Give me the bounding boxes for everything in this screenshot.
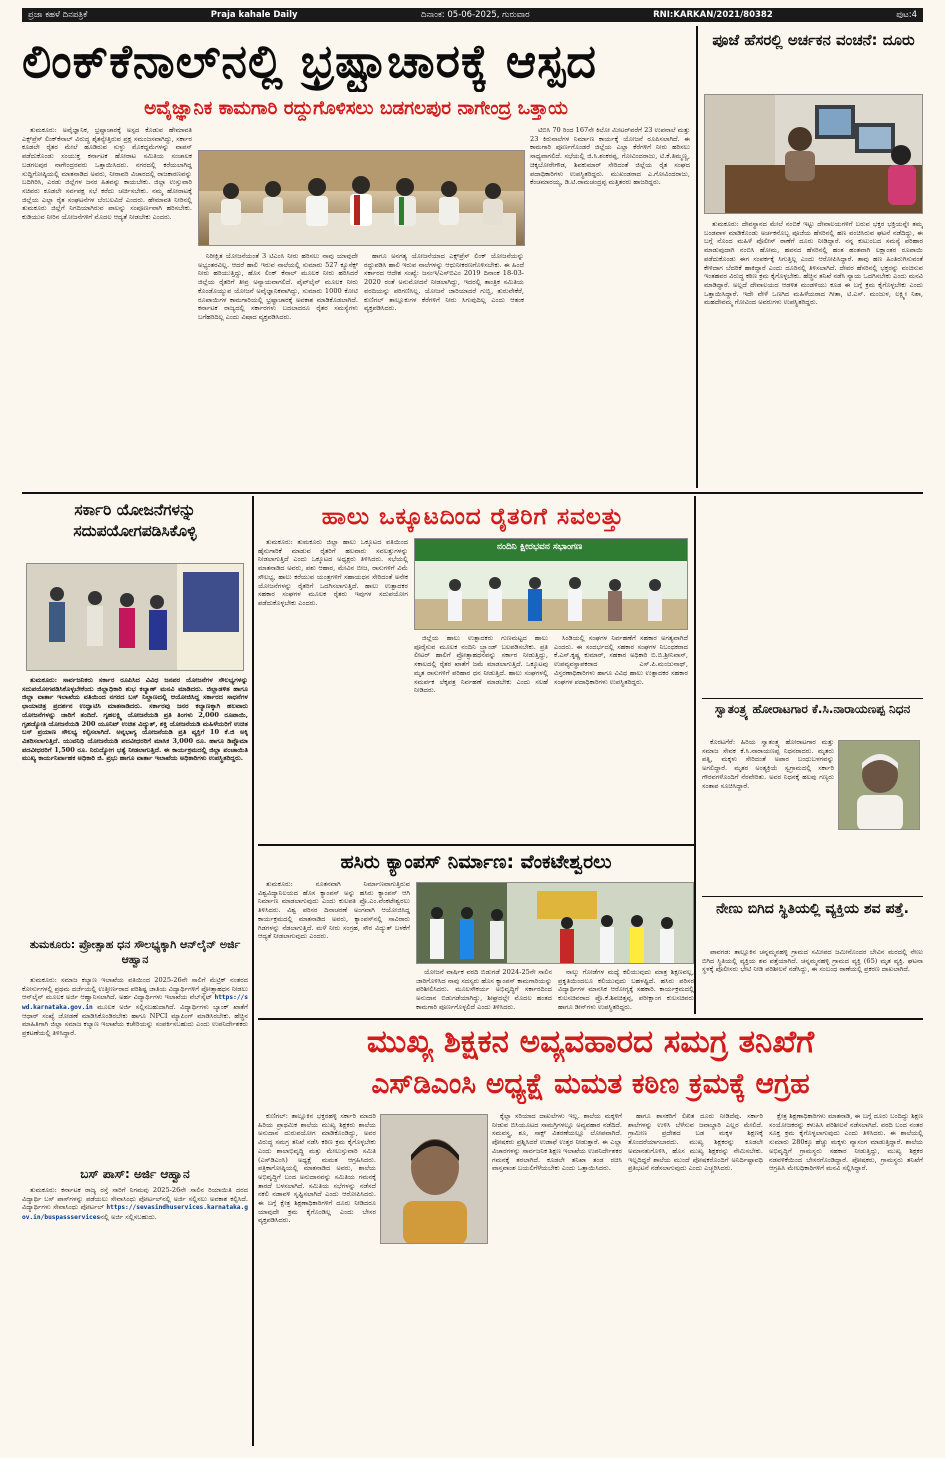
bus-headline: ಬಸ್ ಪಾಸ್: ಅರ್ಜಿ ಆಹ್ವಾನ <box>80 1167 190 1181</box>
hasiru-column-3: ಯೋಜನೆ ವಾರ್ಷಿಕ ವರದಿ ಬಿಡುಗಡೆ 2024-25ನೇ ಸಾಲಿನ ಜಾರಿಗೊಳಿಸಿದ ನಾವು ಸದಸ್ಯರು ಹೊಸ ಕ್ಯಾಂಪಸ್ ಕಾಮಗಾರಿಯನ್ನು ಪರಿಶೀಲಿಸಿದರು. ಮೂಲಸೌಕರ್ಯ ಅಭಿವೃದ್ಧಿಗೆ ಸರ್ಕಾರದಿಂದ ಅನುದಾನ ಬಿಡುಗಡೆಯಾಗಿದ್ದು, ಶೀಘ್ರದಲ್ಲೇ ಮೊದಲ ಹಂತದ ಕಾಮಗಾರಿ ಪೂರ್ಣಗೊಳ್ಳಲಿದೆ ಎಂದು ತಿಳಿಸಿದರು. <box>416 968 552 1011</box>
date-line: ದಿನಾಂಕ: 05-06-2025, ಗುರುವಾರ <box>421 10 530 20</box>
halu-photo <box>414 538 688 630</box>
lead-column-1: ತುಮಕೂರು: ಅವೈಜ್ಞಾನಿಕ, ಭ್ರಷ್ಟಾಚಾರಕ್ಕೆ ಅಸ್ಪದ ಕೊಡುವ ಹೇಮಾವತಿ ಎಕ್ಸ್‌ಪ್ರೆಸ್ ಲಿಂಕ್‌ಕೆನಾಲ್ ವಿರುದ್ಧ ಶೈತನ್ಯೇತ್ತಿರುವ ಪ್ರಕ್ಷ ಸಮಂಜಸವಾಗಿದ್ದು, ಸರ್ಕಾರ ಕೂಡಲೇ ರೈತರ ಮೇಲೆ ಹೂಡಿರುವ ಸುಳ್ಳು ಮೊಕದ್ದಮೆಗಳನ್ನು ವಾಪಸ್ ಪಡೆದುಕೊಂಡು ಸಂಯುಕ್ತ ಕರ್ನಾಟಕ ಹೋರಾಟ ಸಮಿತಿಯ ಸಂಚಾಲಕ ಬಡಗಲಪುರ ನಾಗೇಂದ್ರರವರು ಒತ್ತಾಯಿಸಿದರು. ನಗರದಲ್ಲಿ ಕರೆಯಲಾಗಿದ್ದ ಸುದ್ದಿಗೋಷ್ಠಿಯಲ್ಲಿ ಮಾತನಾಡಿದ ಅವರು, ನೀರಾವರಿ ವಿಚಾರದಲ್ಲಿ ರಾಜಕಾರಣವನ್ನು ಬದಿಗಿರಿಸಿ, ಎರಡು ಜಿಲ್ಲೆಗಳ ಜನರ ಹಿತವನ್ನು ಕಾಯಬೇಕು. ಜಿಲ್ಲಾ ಉಸ್ತುವಾರಿ ಸಚಿವರು ಕೂಡಲೇ ಸರ್ವಪಕ್ಷ ಸಭೆ ಕರೆದು ಚರ್ಚಿಸಬೇಕು. ನಮ್ಮ ಹೋರಾಟಕ್ಕೆ ಜಿಲ್ಲೆಯ ಎಲ್ಲಾ ರೈತ ಸಂಘಟನೆಗಳ ಬೆಂಬಲವಿದೆ ಎಂದರು. ಹೇಮಾವತಿ ನೀರಿನಲ್ಲಿ ತುಮಕೂರು ಜಿಲ್ಲೆಗೆ ನಿಗದಿಯಾಗಿರುವ ಪಾಲನ್ನು ಸಂಪೂರ್ಣವಾಗಿ ಹರಿಸಬೇಕು. ಕುಡಿಯುವ ನೀರಿನ ಯೋಜನೆಗಳಿಗೆ ಮೊದಲ ಆದ್ಯತೆ ನೀಡಬೇಕು ಎಂದರು. <box>22 126 192 222</box>
masthead-strip <box>22 8 923 22</box>
newspaper-page <box>22 26 923 1450</box>
lead-column-3: ಹಾಗೂ ಅನಗತ್ಯ ಯೋಜನೆಯಾದ ಎಕ್ಸ್‌ಪ್ರೆಸ್ ಲಿಂಕ್ ಯೋಜನೆಯನ್ನು ರದ್ದುಪಡಿಸಿ ಹಾಲಿ ಇರುವ ನಾಲೆಗಳನ್ನು ಆಧುನೀಕರಣಗೊಳಿಸಬೇಕು. ಈ ಹಿಂದೆ ಸರ್ಕಾರದ ಆದೇಶ ಸಂಖ್ಯೆ: ಜಸಂಇ/ಎಸ್‌ಬಿಎಂ 2019 ದಿನಾಂಕ 18-03-2020 ರಂತೆ ಅನುಮೋದನೆ ನೀಡಲಾಗಿದ್ದು, ಇದರಲ್ಲಿ ತಾಂತ್ರಿಕ ಸಮಿತಿಯ ವರದಿಯನ್ನು ಪರಿಗಣಿಸಿಲ್ಲ. ಯೋಜನೆ ಜಾರಿಯಾದರೆ ಗುಬ್ಬಿ, ತುರುವೇಕೆರೆ, ಕುಣಿಗಲ್ ತಾಲ್ಲೂಕುಗಳ ಕೆರೆಗಳಿಗೆ ನೀರು ಸಿಗುವುದಿಲ್ಲ ಎಂದು ಆತಂಕ ವ್ಯಕ್ತಪಡಿಸಿದರು. <box>364 252 524 313</box>
row-divider <box>258 1018 923 1020</box>
paper-name-en: Praja kahale Daily <box>210 10 298 20</box>
halu-column-2: ಜಿಲ್ಲೆಯ ಹಾಲು ಉತ್ಪಾದಕರು ಗುಣಮಟ್ಟದ ಹಾಲು ಪೂರೈಸುವ ಮೂಲಕ ನಂದಿನಿ ಬ್ರ್ಯಾಂಡ್ ಬಲಪಡಿಸಬೇಕು. ಪ್ರತಿ ಲೀಟರ್ ಹಾಲಿಗೆ ಪ್ರೋತ್ಸಾಹಧನವನ್ನು ಸರ್ಕಾರ ನೀಡುತ್ತಿದ್ದು, ಸಕಾಲದಲ್ಲಿ ರೈತರ ಖಾತೆಗೆ ಜಮೆ ಮಾಡಲಾಗುತ್ತಿದೆ. ಒಕ್ಕೂಟವು ಮೃತ ರಾಸುಗಳಿಗೆ ಪರಿಹಾರ ಧನ ನೀಡುತ್ತಿದೆ. ಹಾಲು ಸಂಘಗಳಲ್ಲಿ ಸಮರ್ಪಕ ಲೆಕ್ಕಪತ್ರ ನಿರ್ವಹಣೆ ಮಾಡಬೇಕು ಎಂದು ಸಲಹೆ ನೀಡಿದರು. <box>414 634 548 695</box>
lead-headline: ಲಿಂಕ್‌ಕೆನಾಲ್‌ನಲ್ಲಿ ಭ್ರಷ್ಟಾಚಾರಕ್ಕೆ ಆಸ್ಪದ <box>22 34 597 88</box>
hasiru-column-1: ತುಮಕೂರು: ನೂತನವಾಗಿ ನಿರ್ಮಾಣವಾಗುತ್ತಿರುವ ವಿಶ್ವವಿದ್ಯಾನಿಲಯದ ಹೊಸ ಕ್ಯಾಂಪಸ್ ಅನ್ನು ಹಸಿರು ಕ್ಯಾಂಪಸ್ ಆಗಿ ನಿರ್ಮಾಣ ಮಾಡಲಾಗುವುದು ಎಂದು ಕುಲಪತಿ ಪ್ರೊ.ಎಂ.ವೆಂಕಟೇಶ್ವರಲು ತಿಳಿಸಿದರು. ವಿಶ್ವ ಪರಿಸರ ದಿನಾಚರಣೆ ಅಂಗವಾಗಿ ಆಯೋಜಿಸಿದ್ದ ಕಾರ್ಯಕ್ರಮದಲ್ಲಿ ಮಾತನಾಡಿದ ಅವರು, ಕ್ಯಾಂಪಸ್‌ನಲ್ಲಿ ಸಾವಿರಾರು ಗಿಡಗಳನ್ನು ನೆಡಲಾಗುತ್ತಿದೆ. ಮಳೆ ನೀರು ಸಂಗ್ರಹ, ಸೌರ ವಿದ್ಯುತ್ ಬಳಕೆಗೆ ಆದ್ಯತೆ ನೀಡಲಾಗುವುದು ಎಂದರು. <box>258 880 410 941</box>
protsaha-body: ತುಮಕೂರು: ಸಮಾಜ ಕಲ್ಯಾಣ ಇಲಾಖೆಯ ವತಿಯಿಂದ 2025-26ನೇ ಸಾಲಿಗೆ ಮೆಟ್ರಿಕ್ ನಂತರದ ಕೋರ್ಸುಗಳಲ್ಲಿ ಪ್ರಥಮ ದರ್ಜೆಯಲ್ಲಿ ಉತ್ತೀರ್ಣರಾದ ಪರಿಶಿಷ್ಟ ಜಾತಿಯ ವಿದ್ಯಾರ್ಥಿಗಳಿಗೆ ಪ್ರೋತ್ಸಾಹಧನ ನೀಡಲು ಆನ್‌ಲೈನ್ ಮೂಲಕ ಅರ್ಜಿ ಆಹ್ವಾನಿಸಲಾಗಿದೆ. ಅರ್ಹ ವಿದ್ಯಾರ್ಥಿಗಳು ಇಲಾಖೆಯ ವೆಬ್‌ಸೈಟ್ https://swd.karnataka.gov.in ಮೂಲಕ ಅರ್ಜಿ ಸಲ್ಲಿಸಬಹುದಾಗಿದೆ. ವಿದ್ಯಾರ್ಥಿಗಳು ಬ್ಯಾಂಕ್ ಖಾತೆಗೆ ಆಧಾರ್ ಸಂಖ್ಯೆ ಜೋಡಣೆ ಮಾಡಿಸಿಕೊಂಡಿರಬೇಕು ಹಾಗೂ NPCI ಮ್ಯಾಪಿಂಗ್ ಮಾಡಿಸಿರಬೇಕು. ಹೆಚ್ಚಿನ ಮಾಹಿತಿಗಾಗಿ ಜಿಲ್ಲಾ ಸಮಾಜ ಕಲ್ಯಾಣ ಇಲಾಖೆಯ ಕಚೇರಿಯನ್ನು ಸಂಪರ್ಕಿಸಬಹುದು ಎಂದು ಉಪನಿರ್ದೇಶಕರು ಪ್ರಕಟಣೆಯಲ್ಲಿ ತಿಳಿಸಿದ್ದಾರೆ. <box>22 976 248 1038</box>
lead-subheadline: ಅವೈಜ್ಞಾನಿಕ ಕಾಮಗಾರಿ ರದ್ದುಗೊಳಿಸಲು ಬಡಗಲಪುರ ನಾಗೇಂದ್ರ ಒತ್ತಾಯ <box>144 98 568 119</box>
hasiru-photo <box>416 882 694 964</box>
mukhya-headline-2: ಎಸ್‌ಡಿಎಂಸಿ ಅಧ್ಯಕ್ಷೆ ಮಮತ ಕಠಿಣ ಕ್ರಮಕ್ಕೆ ಆಗ್ರಹ <box>371 1067 810 1100</box>
nenu-body: ಪಾವಗಡ: ತಾಲ್ಲೂಕಿನ ಚನ್ನಮ್ಮನಹಳ್ಳಿ ಗ್ರಾಮದ ಸಮೀಪದ ಜಮೀನೊಂದರ ಬೇವಿನ ಮರದಲ್ಲಿ ನೇಣು ಬಿಗಿದ ಸ್ಥಿತಿಯಲ್ಲಿ ವ್ಯಕ್ತಿಯ ಶವ ಪತ್ತೆಯಾಗಿದೆ. ಚನ್ನಮ್ಮನಹಳ್ಳಿ ಗ್ರಾಮದ ವ್ಯಕ್ತಿ (65) ಮೃತ ವ್ಯಕ್ತಿ. ಘಟನಾ ಸ್ಥಳಕ್ಕೆ ಪೊಲೀಸರು ಭೇಟಿ ನೀಡಿ ಪರಿಶೀಲನೆ ನಡೆಸಿದ್ದು, ಈ ಸಂಬಂಧ ಠಾಣೆಯಲ್ಲಿ ಪ್ರಕರಣ ದಾಖಲಾಗಿದೆ. <box>702 948 923 974</box>
sarkari-body: ತುಮಕೂರು: ಸಾರ್ವಜನಿಕರು ಸರ್ಕಾರ ರೂಪಿಸಿದ ವಿವಿಧ ಜನಪರ ಯೋಜನೆಗಳ ಸೌಲಭ್ಯಗಳನ್ನು ಸದುಪಯೋಗಪಡಿಸಿಕೊಳ್ಳಬೇಕೆಂದು ಜಿಲ್ಲಾಧಿಕಾರಿ ಶುಭ ಕಲ್ಯಾಣ್ ಮನವಿ ಮಾಡಿದರು. ಜಿಲ್ಲಾಡಳಿತ ಹಾಗೂ ಜಿಲ್ಲಾ ವಾರ್ತಾ ಇಲಾಖೆಯ ವತಿಯಿಂದ ನಗರದ ಬಸ್ ನಿಲ್ದಾಣದಲ್ಲಿ ಆಯೋಜಿಸಿದ್ದ ಸರ್ಕಾರದ ಸಾಧನೆಗಳ ಛಾಯಾಚಿತ್ರ ಪ್ರದರ್ಶನ ಉದ್ಘಾಟಿಸಿ ಮಾತನಾಡಿದರು. ಸರ್ಕಾರವು ಜನರ ಕಲ್ಯಾಣಕ್ಕಾಗಿ ಹಲವಾರು ಯೋಜನೆಗಳನ್ನು ಜಾರಿಗೆ ತಂದಿದೆ. ಗೃಹಲಕ್ಷ್ಮಿ ಯೋಜನೆಯಡಿ ಪ್ರತಿ ತಿಂಗಳು 2,000 ರೂಪಾಯಿ, ಗೃಹಜ್ಯೋತಿ ಯೋಜನೆಯಡಿ 200 ಯೂನಿಟ್ ಉಚಿತ ವಿದ್ಯುತ್, ಶಕ್ತಿ ಯೋಜನೆಯಡಿ ಮಹಿಳೆಯರಿಗೆ ಉಚಿತ ಬಸ್ ಪ್ರಯಾಣ ಸೌಲಭ್ಯ ಕಲ್ಪಿಸಲಾಗಿದೆ. ಅನ್ನಭಾಗ್ಯ ಯೋಜನೆಯಡಿ ಪ್ರತಿ ವ್ಯಕ್ತಿಗೆ 10 ಕೆ.ಜಿ ಅಕ್ಕಿ ವಿತರಿಸಲಾಗುತ್ತಿದೆ. ಯುವನಿಧಿ ಯೋಜನೆಯಡಿ ಪದವೀಧರರಿಗೆ ಮಾಸಿಕ 3,000 ರೂ. ಹಾಗೂ ಡಿಪ್ಲೊಮಾ ಪದವೀಧರರಿಗೆ 1,500 ರೂ. ನಿರುದ್ಯೋಗ ಭತ್ಯೆ ನೀಡಲಾಗುತ್ತಿದೆ. ಈ ಕಾರ್ಯಕ್ರಮದಲ್ಲಿ ಜಿಲ್ಲಾ ಪಂಚಾಯಿತಿ ಮುಖ್ಯ ಕಾರ್ಯನಿರ್ವಾಹಕ ಅಧಿಕಾರಿ ಜಿ. ಪ್ರಭು ಹಾಗೂ ವಾರ್ತಾ ಇಲಾಖೆಯ ಅಧಿಕಾರಿಗಳು ಉಪಸ್ಥಿತರಿದ್ದರು. <box>22 676 248 763</box>
mukhya-column-4: ಕ್ಷೇತ್ರ ಶಿಕ್ಷಣಾಧಿಕಾರಿಗಳು ಮಾತನಾಡಿ, ಈ ಬಗ್ಗೆ ದೂರು ಬಂದಿದ್ದು ಶಿಕ್ಷಣ ಸಂಯೋಜಕರನ್ನು ಕಳುಹಿಸಿ ಪರಿಶೀಲನೆ ನಡೆಸಲಾಗಿದೆ. ವರದಿ ಬಂದ ನಂತರ ಸೂಕ್ತ ಕ್ರಮ ಕೈಗೊಳ್ಳಲಾಗುವುದು ಎಂದು ತಿಳಿಸಿದರು. ಈ ಶಾಲೆಯಲ್ಲಿ ಸುಮಾರು 280ಕ್ಕೂ ಹೆಚ್ಚು ಮಕ್ಕಳು ವ್ಯಾಸಂಗ ಮಾಡುತ್ತಿದ್ದಾರೆ. ಶಾಲೆಯ ಅಭಿವೃದ್ಧಿಗೆ ಗ್ರಾಮಸ್ಥರು ಸಹಕಾರ ನೀಡುತ್ತಿದ್ದು, ಮುಖ್ಯ ಶಿಕ್ಷಕರ ನಡವಳಿಕೆಯಿಂದ ಬೇಸರಗೊಂಡಿದ್ದಾರೆ. ಪೋಷಕರು, ಗ್ರಾಮಸ್ಥರು ತನಿಖೆಗೆ ಆಗ್ರಹಿಸಿ ಮೇಲಧಿಕಾರಿಗಳಿಗೆ ಮನವಿ ಸಲ್ಲಿಸಿದ್ದಾರೆ. <box>769 1112 923 1173</box>
column-divider <box>252 496 254 1446</box>
halu-column-1: ತುಮಕೂರು: ತುಮಕೂರು ಜಿಲ್ಲಾ ಹಾಲು ಒಕ್ಕೂಟದ ವತಿಯಿಂದ ಹೈನುಗಾರಿಕೆ ಮಾಡುವ ರೈತರಿಗೆ ಹಲವಾರು ಸವಲತ್ತುಗಳನ್ನು ನೀಡಲಾಗುತ್ತಿದೆ ಎಂದು ಒಕ್ಕೂಟದ ಅಧ್ಯಕ್ಷರು ತಿಳಿಸಿದರು. ಸಭೆಯಲ್ಲಿ ಮಾತನಾಡಿದ ಅವರು, ಪಶು ಆಹಾರ, ಮೇವಿನ ಬೀಜ, ರಾಸುಗಳಿಗೆ ವಿಮೆ ಸೌಲಭ್ಯ, ಹಾಲು ಕರೆಯುವ ಯಂತ್ರಗಳಿಗೆ ಸಹಾಯಧನ ಸೇರಿದಂತೆ ಅನೇಕ ಯೋಜನೆಗಳನ್ನು ರೈತರಿಗೆ ಒದಗಿಸಲಾಗುತ್ತಿದೆ. ಹಾಲು ಉತ್ಪಾದಕರ ಸಹಕಾರ ಸಂಘಗಳ ಮೂಲಕ ರೈತರು ಇವುಗಳ ಸದುಪಯೋಗ ಪಡೆದುಕೊಳ್ಳಬೇಕು ಎಂದರು. <box>258 538 408 607</box>
mukhya-column-1: ಕುಣಿಗಲ್: ತಾಲ್ಲೂಕಿನ ಭಕ್ತರಹಳ್ಳಿ ಸರ್ಕಾರಿ ಮಾದರಿ ಹಿರಿಯ ಪ್ರಾಥಮಿಕ ಶಾಲೆಯ ಮುಖ್ಯ ಶಿಕ್ಷಕರು ಶಾಲೆಯ ಅನುದಾನ ದುರುಪಯೋಗ ಮಾಡಿಕೊಂಡಿದ್ದು, ಅವರ ವಿರುದ್ಧ ಸಮಗ್ರ ತನಿಖೆ ನಡೆಸಿ ಕಠಿಣ ಕ್ರಮ ಕೈಗೊಳ್ಳಬೇಕು ಎಂದು ಶಾಲಾಭಿವೃದ್ಧಿ ಮತ್ತು ಮೇಲುಸ್ತುವಾರಿ ಸಮಿತಿ (ಎಸ್‌ಡಿಎಂಸಿ) ಅಧ್ಯಕ್ಷೆ ಮಮತ ಆಗ್ರಹಿಸಿದರು. ಪತ್ರಿಕಾಗೋಷ್ಠಿಯಲ್ಲಿ ಮಾತನಾಡಿದ ಅವರು, ಶಾಲೆಯ ಅಭಿವೃದ್ಧಿಗೆ ಬಂದ ಅನುದಾನವನ್ನು ಸಮಿತಿಯ ಗಮನಕ್ಕೆ ತಾರದೆ ಬಳಸಲಾಗಿದೆ. ಸಮಿತಿಯ ಸಭೆಗಳನ್ನು ನಡೆಸದೆ ನಕಲಿ ನಡಾವಳಿ ಸೃಷ್ಟಿಸಲಾಗಿದೆ ಎಂದು ಆರೋಪಿಸಿದರು. ಈ ಬಗ್ಗೆ ಕ್ಷೇತ್ರ ಶಿಕ್ಷಣಾಧಿಕಾರಿಗಳಿಗೆ ದೂರು ನೀಡಿದರೂ ಯಾವುದೇ ಕ್ರಮ ಕೈಗೊಂಡಿಲ್ಲ ಎಂದು ಬೇಸರ ವ್ಯಕ್ತಪಡಿಸಿದರು. <box>258 1112 376 1225</box>
halu-photo-banner: ನಂದಿನಿ ಕ್ಷೀರಭವನ ಸಭಾಂಗಣ <box>497 542 583 552</box>
hasiru-column-4: ನಾಲ್ಕು ಗೋಡೆಗಳ ಮಧ್ಯೆ ಕಲಿಯುವುದು ಮಾತ್ರ ಶಿಕ್ಷಣವಲ್ಲ, ಪ್ರಕೃತಿಯಿಂದಲೂ ಕಲಿಯುವುದು ಬಹಳಷ್ಟಿದೆ. ಹಸಿರು ಪರಿಸರ ವಿದ್ಯಾರ್ಥಿಗಳ ಮಾನಸಿಕ ಆರೋಗ್ಯಕ್ಕೆ ಸಹಕಾರಿ. ಕಾರ್ಯಕ್ರಮದಲ್ಲಿ ಕುಲಸಚಿವರಾದ ಪ್ರೊ.ಕೆ.ಶಿವಚಿತ್ತಪ್ಪ, ಪರೀಕ್ಷಾಂಗ ಕುಲಸಚಿವರು ಹಾಗೂ ಡೀನ್‌ಗಳು ಉಪಸ್ಥಿತರಿದ್ದರು. <box>558 968 694 1011</box>
bus-body: ತುಮಕೂರು: ಕರ್ನಾಟಕ ರಾಜ್ಯ ರಸ್ತೆ ಸಾರಿಗೆ ನಿಗಮವು 2025-26ನೇ ಸಾಲಿನ ರಿಯಾಯಿತಿ ದರದ ವಿದ್ಯಾರ್ಥಿ ಬಸ್ ಪಾಸ್‌ಗಳನ್ನು ಪಡೆಯಲು ಸೇವಾಸಿಂಧು ಪೋರ್ಟಲ್‌ನಲ್ಲಿ ಅರ್ಜಿ ಸಲ್ಲಿಸಲು ಅವಕಾಶ ಕಲ್ಪಿಸಿದೆ. ವಿದ್ಯಾರ್ಥಿಗಳು ಸೇವಾಸಿಂಧು ಪೋರ್ಟಲ್ https://sevasindhuservices.karnataka.gov.in/buspassservicesನಲ್ಲಿ ಅರ್ಜಿ ಸಲ್ಲಿಸಬಹುದು. <box>22 1186 248 1221</box>
sevasindhu-link[interactable]: https://sevasindhuservices.karnataka.gov.in/buspassservices <box>22 1204 248 1221</box>
column-divider <box>696 26 698 488</box>
page-number: ಪುಟ:4 <box>896 10 917 20</box>
pooje-photo <box>704 94 923 214</box>
mukhya-headline-1: ಮುಖ್ಯ ಶಿಕ್ಷಕನ ಅವ್ಯವಹಾರದ ಸಮಗ್ರ ತನಿಖೆಗೆ <box>366 1024 815 1060</box>
pooje-headline: ಪೂಜೆ ಹೆಸರಲ್ಲಿ ಅರ್ಚಕನ ವಂಚನೆ: ದೂರು <box>712 31 915 49</box>
press-meet-photo <box>198 150 525 246</box>
protsaha-headline: ತುಮಕೂರು: ಪ್ರೋತ್ಸಾಹ ಧನ ಸೌಲಭ್ಯಕ್ಕಾಗಿ ಆನ್‌ಲೈನ್ ಅರ್ಜಿ ಆಹ್ವಾನ <box>29 938 241 966</box>
lead-column-4: ಟಿಬಿಸಿ 70 ರಿಂದ 167ನೇ ಕಿಲೋ ಮೀಟರ್‌ವರೆಗೆ 23 ಉಪನಾಲೆ ಮತ್ತು 23 ಕಿರುನಾಲೆಗಳ ನಿರ್ಮಾಣ ಕಾರ್ಯಕ್ಕೆ ಯೋಜನೆ ರೂಪಿಸಲಾಗಿದೆ. ಈ ಕಾಮಗಾರಿ ಪೂರ್ಣಗೊಂಡರೆ ಜಿಲ್ಲೆಯ ಎಲ್ಲಾ ಕೆರೆಗಳಿಗೆ ನೀರು ಹರಿಸಲು ಸಾಧ್ಯವಾಗಲಿದೆ. ಸಭೆಯಲ್ಲಿ ಜಿ.ಸಿ.ಶಂಕರಪ್ಪ, ಗೋವಿಂದರಾಜು, ಟಿ.ಕೆ.ತಿಮ್ಮಣ್ಣ, ಚಿಕ್ಕಬೋರೇಗೌಡ, ಶಿವಕುಮಾರ್ ಸೇರಿದಂತೆ ಜಿಲ್ಲೆಯ ರೈತ ಸಂಘದ ಪದಾಧಿಕಾರಿಗಳು ಉಪಸ್ಥಿತರಿದ್ದರು. ಮುಖಂಡರಾದ ಎ.ಗೋವಿಂದರಾಜು, ಕೆಂಚಮಾರಯ್ಯ, ಡಿ.ಟಿ.ರಾಮಚಂದ್ರಪ್ಪ ಮತ್ತಿತರರು ಹಾಜರಿದ್ದರು. <box>530 126 690 187</box>
halu-headline: ಹಾಲು ಒಕ್ಕೂಟದಿಂದ ರೈತರಿಗೆ ಸವಲತ್ತು <box>321 504 625 530</box>
sarkari-headline: ಸರ್ಕಾರಿ ಯೋಜನೆಗಳನ್ನು ಸದುಪಯೋಗಪಡಿಸಿಕೊಳ್ಳಿ <box>73 501 197 540</box>
sarkari-photo <box>26 563 244 671</box>
swd-link[interactable]: https://swd.karnataka.gov.in <box>22 994 248 1011</box>
column-divider <box>694 496 696 1014</box>
mamata-photo <box>380 1114 488 1244</box>
swatantrya-headline: ಸ್ವಾತಂತ್ರ್ಯ ಹೋರಾಟಗಾರ ಕೆ.ಸಿ.ನಾರಾಯಣಪ್ಪ ನಿಧನ <box>702 698 923 732</box>
row-divider <box>22 492 923 494</box>
lead-column-2: ನಿರೀಕ್ಷಿತ ಯೋಜನೆಯಂತೆ 3 ಟಿಎಂಸಿ ನೀರು ಹರಿಸಲು ನಾವು ಯಾವುದೇ ಅಭ್ಯಂತರವಿಲ್ಲ. ಆದರೆ ಹಾಲಿ ಇರುವ ನಾಲೆಯಲ್ಲಿ ಸುಮಾರು 527 ಕ್ಯೂಸೆಕ್ಸ್ ನೀರು ಹರಿಯುತ್ತಿದ್ದು, ಹೊಸ ಲಿಂಕ್ ಕೆನಾಲ್ ಮೂಲಕ ನೀರು ಹರಿಸಿದರೆ ಜಿಲ್ಲೆಯ ರೈತರಿಗೆ ತೀವ್ರ ಅನ್ಯಾಯವಾಗಲಿದೆ. ಪೈಪ್‌ಲೈನ್ ಮೂಲಕ ನೀರು ಕೊಂಡೊಯ್ಯುವ ಯೋಜನೆ ಅವೈಜ್ಞಾನಿಕವಾಗಿದ್ದು, ಸುಮಾರು 1000 ಕೋಟಿ ರೂಪಾಯಿಗಳ ಕಾಮಗಾರಿಯಲ್ಲಿ ಭ್ರಷ್ಟಾಚಾರಕ್ಕೆ ಅವಕಾಶ ಮಾಡಿಕೊಡಲಾಗಿದೆ. ಕರ್ನಾಟಕ ರಾಜ್ಯದಲ್ಲಿ ಸರ್ಕಾರಗಳು ಬದಲಾದರೂ ರೈತರ ಸಮಸ್ಯೆಗಳು ಬಗೆಹರಿದಿಲ್ಲ ಎಂದು ವಿಷಾದ ವ್ಯಕ್ತಪಡಿಸಿದರು. <box>198 252 358 321</box>
rni-number: RNI:KARKAN/2021/80382 <box>653 10 773 20</box>
mukhya-column-2: ಕ್ಕೆಲ್ಲಾ ಸರಿಯಾದ ದಾಖಲೆಗಳು ಇಲ್ಲ. ಶಾಲೆಯ ಮಕ್ಕಳಿಗೆ ನೀಡುವ ಬಿಸಿಯೂಟದ ಸಾಮಗ್ರಿಗಳಲ್ಲೂ ಅವ್ಯವಹಾರ ನಡೆದಿದೆ. ಸಮವಸ್ತ್ರ, ಶೂ, ಸಾಕ್ಸ್ ವಿತರಣೆಯಲ್ಲೂ ಲೋಪವಾಗಿದೆ. ಪೋಷಕರು ಪ್ರಶ್ನಿಸಿದರೆ ಉಡಾಫೆ ಉತ್ತರ ನೀಡುತ್ತಾರೆ. ಈ ಎಲ್ಲಾ ವಿಚಾರಗಳನ್ನು ಸಾರ್ವಜನಿಕ ಶಿಕ್ಷಣ ಇಲಾಖೆಯ ಉಪನಿರ್ದೇಶಕರ ಗಮನಕ್ಕೆ ತರಲಾಗಿದೆ. ಕೂಡಲೇ ತನಿಖಾ ತಂಡ ರಚಿಸಿ ವಾಸ್ತವಾಂಶ ಬಯಲಿಗೆಳೆಯಬೇಕು ಎಂದು ಒತ್ತಾಯಿಸಿದರು. <box>492 1112 622 1173</box>
mukhya-column-3: ಹಾಗೂ ಶಾಸಕರಿಗೆ ಲಿಖಿತ ದೂರು ನೀಡಿದೆವು. ಸರ್ಕಾರಿ ಶಾಲೆಗಳನ್ನು ಉಳಿಸಿ ಬೆಳೆಸುವ ಜವಾಬ್ದಾರಿ ಎಲ್ಲರ ಮೇಲಿದೆ. ಗ್ರಾಮೀಣ ಪ್ರದೇಶದ ಬಡ ಮಕ್ಕಳ ಶಿಕ್ಷಣಕ್ಕೆ ತೊಂದರೆಯಾಗಬಾರದು. ಮುಖ್ಯ ಶಿಕ್ಷಕರನ್ನು ಕೂಡಲೇ ಅಮಾನತುಗೊಳಿಸಿ, ಹೊಸ ಮುಖ್ಯ ಶಿಕ್ಷಕರನ್ನು ನೇಮಿಸಬೇಕು. ಇಲ್ಲದಿದ್ದರೆ ಶಾಲೆಯ ಮುಂದೆ ಪೋಷಕರೊಂದಿಗೆ ಅನಿರ್ದಿಷ್ಟಾವಧಿ ಪ್ರತಿಭಟನೆ ನಡೆಸಲಾಗುವುದು ಎಂದು ಎಚ್ಚರಿಸಿದರು. <box>628 1112 763 1173</box>
narayanappa-photo <box>838 740 920 830</box>
hasiru-headline: ಹಸಿರು ಕ್ಯಾಂಪಸ್ ನಿರ್ಮಾಣ: ವೆಂಕಟೇಶ್ವರಲು <box>340 851 612 873</box>
swatantrya-body: ಕೊರಟಗೆರೆ: ಹಿರಿಯ ಸ್ವಾತಂತ್ರ್ಯ ಹೋರಾಟಗಾರ ಮತ್ತು ಸಮಾಜ ಸೇವಕ ಕೆ.ಸಿ.ನಾರಾಯಣಪ್ಪ ನಿಧನರಾದರು. ಮೃತರು ಪತ್ನಿ, ಮಕ್ಕಳು ಸೇರಿದಂತೆ ಅಪಾರ ಬಂಧುಬಳಗವನ್ನು ಅಗಲಿದ್ದಾರೆ. ಮೃತರ ಅಂತ್ಯಕ್ರಿಯೆ ಸ್ವಗ್ರಾಮದಲ್ಲಿ ಸರ್ಕಾರಿ ಗೌರವಗಳೊಂದಿಗೆ ನೆರವೇರಿತು. ಅವರ ನಿಧನಕ್ಕೆ ಹಲವು ಗಣ್ಯರು ಸಂತಾಪ ಸೂಚಿಸಿದ್ದಾರೆ. <box>702 738 834 790</box>
pooje-body: ತುಮಕೂರು: ದೇವಸ್ಥಾನದ ಮೇಲೆ ನಂಬಿಕೆ ಇಟ್ಟು ದೇವಾಲಯಗಳಿಗೆ ಬರುವ ಭಕ್ತರ ಭಕ್ತಿಯನ್ನೇ ತಮ್ಮ ಬಂಡವಾಳ ಮಾಡಿಕೊಂಡು ಅರ್ಚಕನೊಬ್ಬ ಪೂಜೆಯ ಹೆಸರಿನಲ್ಲಿ ಹಣ ವಂಚಿಸಿರುವ ಘಟನೆ ನಡೆದಿದ್ದು, ಈ ಬಗ್ಗೆ ನೊಂದ ಮಹಿಳೆ ಪೊಲೀಸ್ ಠಾಣೆಗೆ ದೂರು ನೀಡಿದ್ದಾರೆ. ನನ್ನ ಕುಟುಂಬದ ಸಮಸ್ಯೆ ಪರಿಹಾರ ಮಾಡುವುದಾಗಿ ನಂಬಿಸಿ ಹೋಮ, ಹವನದ ಹೆಸರಿನಲ್ಲಿ ಹಂತ ಹಂತವಾಗಿ ಲಕ್ಷಾಂತರ ರೂಪಾಯಿ ಪಡೆದುಕೊಂಡು ಈಗ ಸಂಪರ್ಕಕ್ಕೆ ಸಿಗುತ್ತಿಲ್ಲ ಎಂದು ಆರೋಪಿಸಿದ್ದಾರೆ. ತಾವು ಹಣ ಹಿಂತಿರುಗಿಸುವಂತೆ ಕೇಳಿದಾಗ ಬೆದರಿಕೆ ಹಾಕಿದ್ದಾರೆ ಎಂದು ದೂರಿನಲ್ಲಿ ತಿಳಿಸಲಾಗಿದೆ. ದೇವರ ಹೆಸರಿನಲ್ಲಿ ಭಕ್ತರನ್ನು ವಂಚಿಸುವ ಇಂತಹವರ ವಿರುದ್ಧ ಕಠಿಣ ಕ್ರಮ ಕೈಗೊಳ್ಳಬೇಕು. ಹೆಚ್ಚಿನ ತನಿಖೆ ನಡೆಸಿ ನ್ಯಾಯ ಒದಗಿಸಬೇಕು ಎಂದು ಮನವಿ ಮಾಡಿದ್ದಾರೆ. ಅಲ್ಲದೆ ದೇವಾಲಯದ ಆಡಳಿತ ಮಂಡಳಿಯು ಕೂಡ ಈ ಬಗ್ಗೆ ಕ್ರಮ ಕೈಗೊಳ್ಳಬೇಕು ಎಂದು ಒತ್ತಾಯಿಸಿದ್ದಾರೆ. ಇದೇ ವೇಳೆ ಒಣಗಿದ ಮಹಿಳೆಯರಾದ ಗೀತಾ, ಟಿ.ಎಸ್. ಮಂಜುಳ, ಲಕ್ಷ್ಮೀ ನಿಶಾ, ಮಹದೇವಮ್ಮ ಗೋವಿಂದ ಅವರುಗಳು ಉಪಸ್ಥಿತರಿದ್ದರು. <box>704 220 923 307</box>
paper-name-kn: ಪ್ರಜಾ ಕಹಳೆ ದಿನಪತ್ರಿಕೆ <box>28 10 88 20</box>
nenu-headline: ನೇಣು ಬಿಗಿದ ಸ್ಥಿತಿಯಲ್ಲಿ ವ್ಯಕ್ತಿಯ ಶವ ಪತ್ತೆ. <box>702 896 923 944</box>
halu-column-3: ಸಿಂಡಿಯಲ್ಲಿ ಸಂಘಗಳ ನಿರ್ವಹಣೆಗೆ ಸಹಕಾರ ಅಗತ್ಯವಾಗಿದೆ ಎಂದರು. ಈ ಸಂದರ್ಭದಲ್ಲಿ ಸಹಕಾರ ಸಂಘಗಳ ನಿಬಂಧಕರಾದ ಕೆ.ಎಸ್.ಕೃಷ್ಣ ಕುಮಾರ್, ಸಹಕಾರ ಅಧಿಕಾರಿ ಬಿ.ಬಿ.ಶ್ರೀನಿವಾಸ್, ಉಪವ್ಯವಸ್ಥಾಪಕರಾದ ಎಸ್.ಪಿ.ಮಂಜುನಾಥ್, ವಿಸ್ತರಣಾಧಿಕಾರಿಗಳು ಹಾಗೂ ವಿವಿಧ ಹಾಲು ಉತ್ಪಾದಕರ ಸಹಕಾರ ಸಂಘಗಳ ಪದಾಧಿಕಾರಿಗಳು ಉಪಸ್ಥಿತರಿದ್ದರು. <box>554 634 688 686</box>
